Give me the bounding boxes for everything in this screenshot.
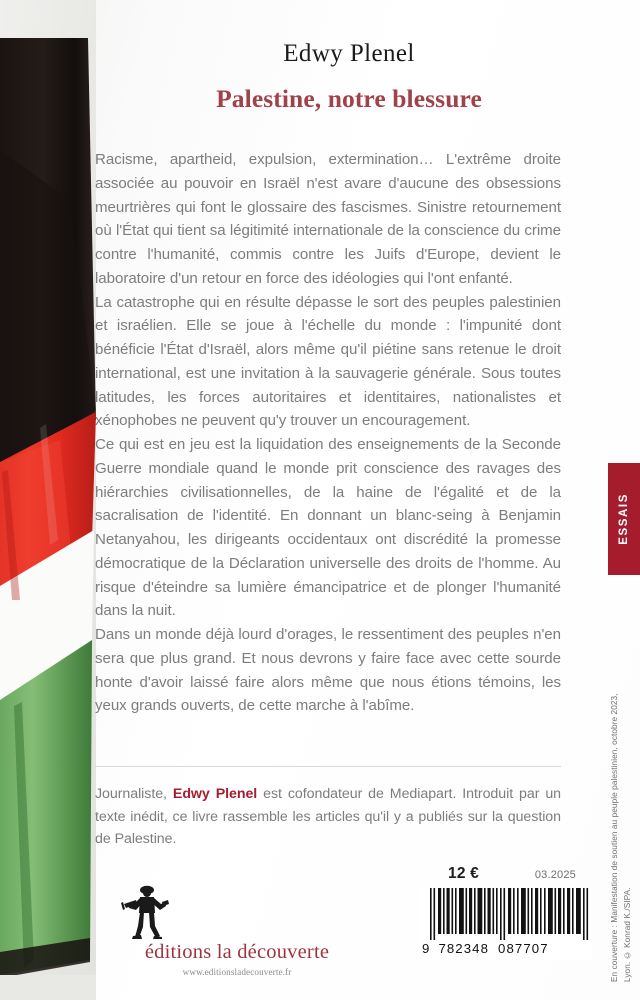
isbn-group-2: 087707	[498, 941, 549, 956]
palestinian-flag-photo	[0, 0, 96, 1000]
publication-date: 03.2025	[534, 869, 576, 881]
cover-photo-credit	[608, 676, 636, 982]
bio-rest: est cofondateur de Mediapart. Introduit par un texte inédit, ce livre rassemble les articles qu'il y a publiés sur la question de Palestine.	[95, 786, 562, 847]
isbn-group-1: 782348	[438, 941, 490, 956]
blurb-paragraph-1: Racisme, apartheid, expulsion, extermination… L'extrême droite associée au pouvoir en Israël n'est avare d'aucune des obsessions meurtrières qui font le glossaire des fascismes. Sinistre retournement où l'État qui tient sa légitimité internationale de la conscience du crime contre l'humanité, commis contre les Juifs d'Europe, devient le laboratoire d'un retour en force des idéologies qui l'ont enfanté.	[95, 151, 561, 287]
publisher-block	[112, 880, 362, 977]
publisher-name: éditions la découverte	[144, 941, 330, 963]
book-title: Palestine, notre blessure	[216, 83, 482, 113]
author-bio-text	[95, 783, 561, 851]
cover-header	[96, 40, 602, 114]
isbn-lead-digit: 9	[422, 941, 431, 956]
price-date-row	[448, 865, 576, 883]
blurb-paragraph-3: Ce qui est en jeu est la liquidation des enseignements de la Seconde Guerre mondiale quand le monde prit conscience des ravages des hiérarchies civilisationnelles, de la haine de l'égalité et de la sacralisation de l'identité. En donnant un blanc-seing à Benjamin Netanyahou, les dirigeants occidentaux ont discrédité la promesse démocratique de la Déclaration universelle des droits de l'homme. Au risque d'éteindre sa lumière émancipatrice et de plonger l'humanité dans la nuit.	[95, 436, 561, 620]
bio-author-name: Edwy Plenel	[172, 786, 258, 802]
flag-illustration	[0, 0, 96, 1000]
explorer-figure-icon	[120, 880, 176, 940]
isbn-barcode	[420, 888, 592, 960]
blurb-paragraph-2: La catastrophe qui en résulte dépasse le sort des peuples palestinien et israélien. Elle se joue à l'échelle du monde : l'impunité dont bénéficie l'État d'Israël, alors même qu'il piétine sans retenue le droit international, est une invitation à la sauvagerie générale. Sous toutes latitudes, les forces autoritaires et identitaires, nationalistes et xénophobes ne peuvent qu'y trouver un encouragement.	[95, 293, 561, 430]
price-value: 12 €	[448, 865, 479, 882]
bio-lead: Journaliste,	[95, 786, 173, 802]
isbn-number	[420, 941, 592, 956]
section-divider	[95, 766, 561, 767]
author-name: Edwy Plenel	[283, 40, 415, 67]
back-cover-blurb	[95, 148, 561, 718]
series-tab-essais	[608, 463, 640, 575]
cover-photo-credit-text: En couverture : Manifestation de soutien au peuple palestinien, octobre 2023, Lyon. © Konrad K./SIPA.	[610, 693, 632, 982]
barcode-bars-icon	[420, 888, 592, 940]
author-bio	[95, 783, 561, 851]
publisher-url[interactable]: www.editionsladecouverte.fr	[182, 967, 292, 977]
series-tab-label: ESSAIS	[618, 493, 630, 545]
blurb-paragraph-4: Dans un monde déjà lourd d'orages, le ressentiment des peuples n'en sera que plus grand. Et nous devrons y faire face avec cette sourde honte d'avoir laissé faire alors même que nous étions témoins, les yeux grands ouverts, de cette marche à l'abîme.	[95, 626, 561, 715]
